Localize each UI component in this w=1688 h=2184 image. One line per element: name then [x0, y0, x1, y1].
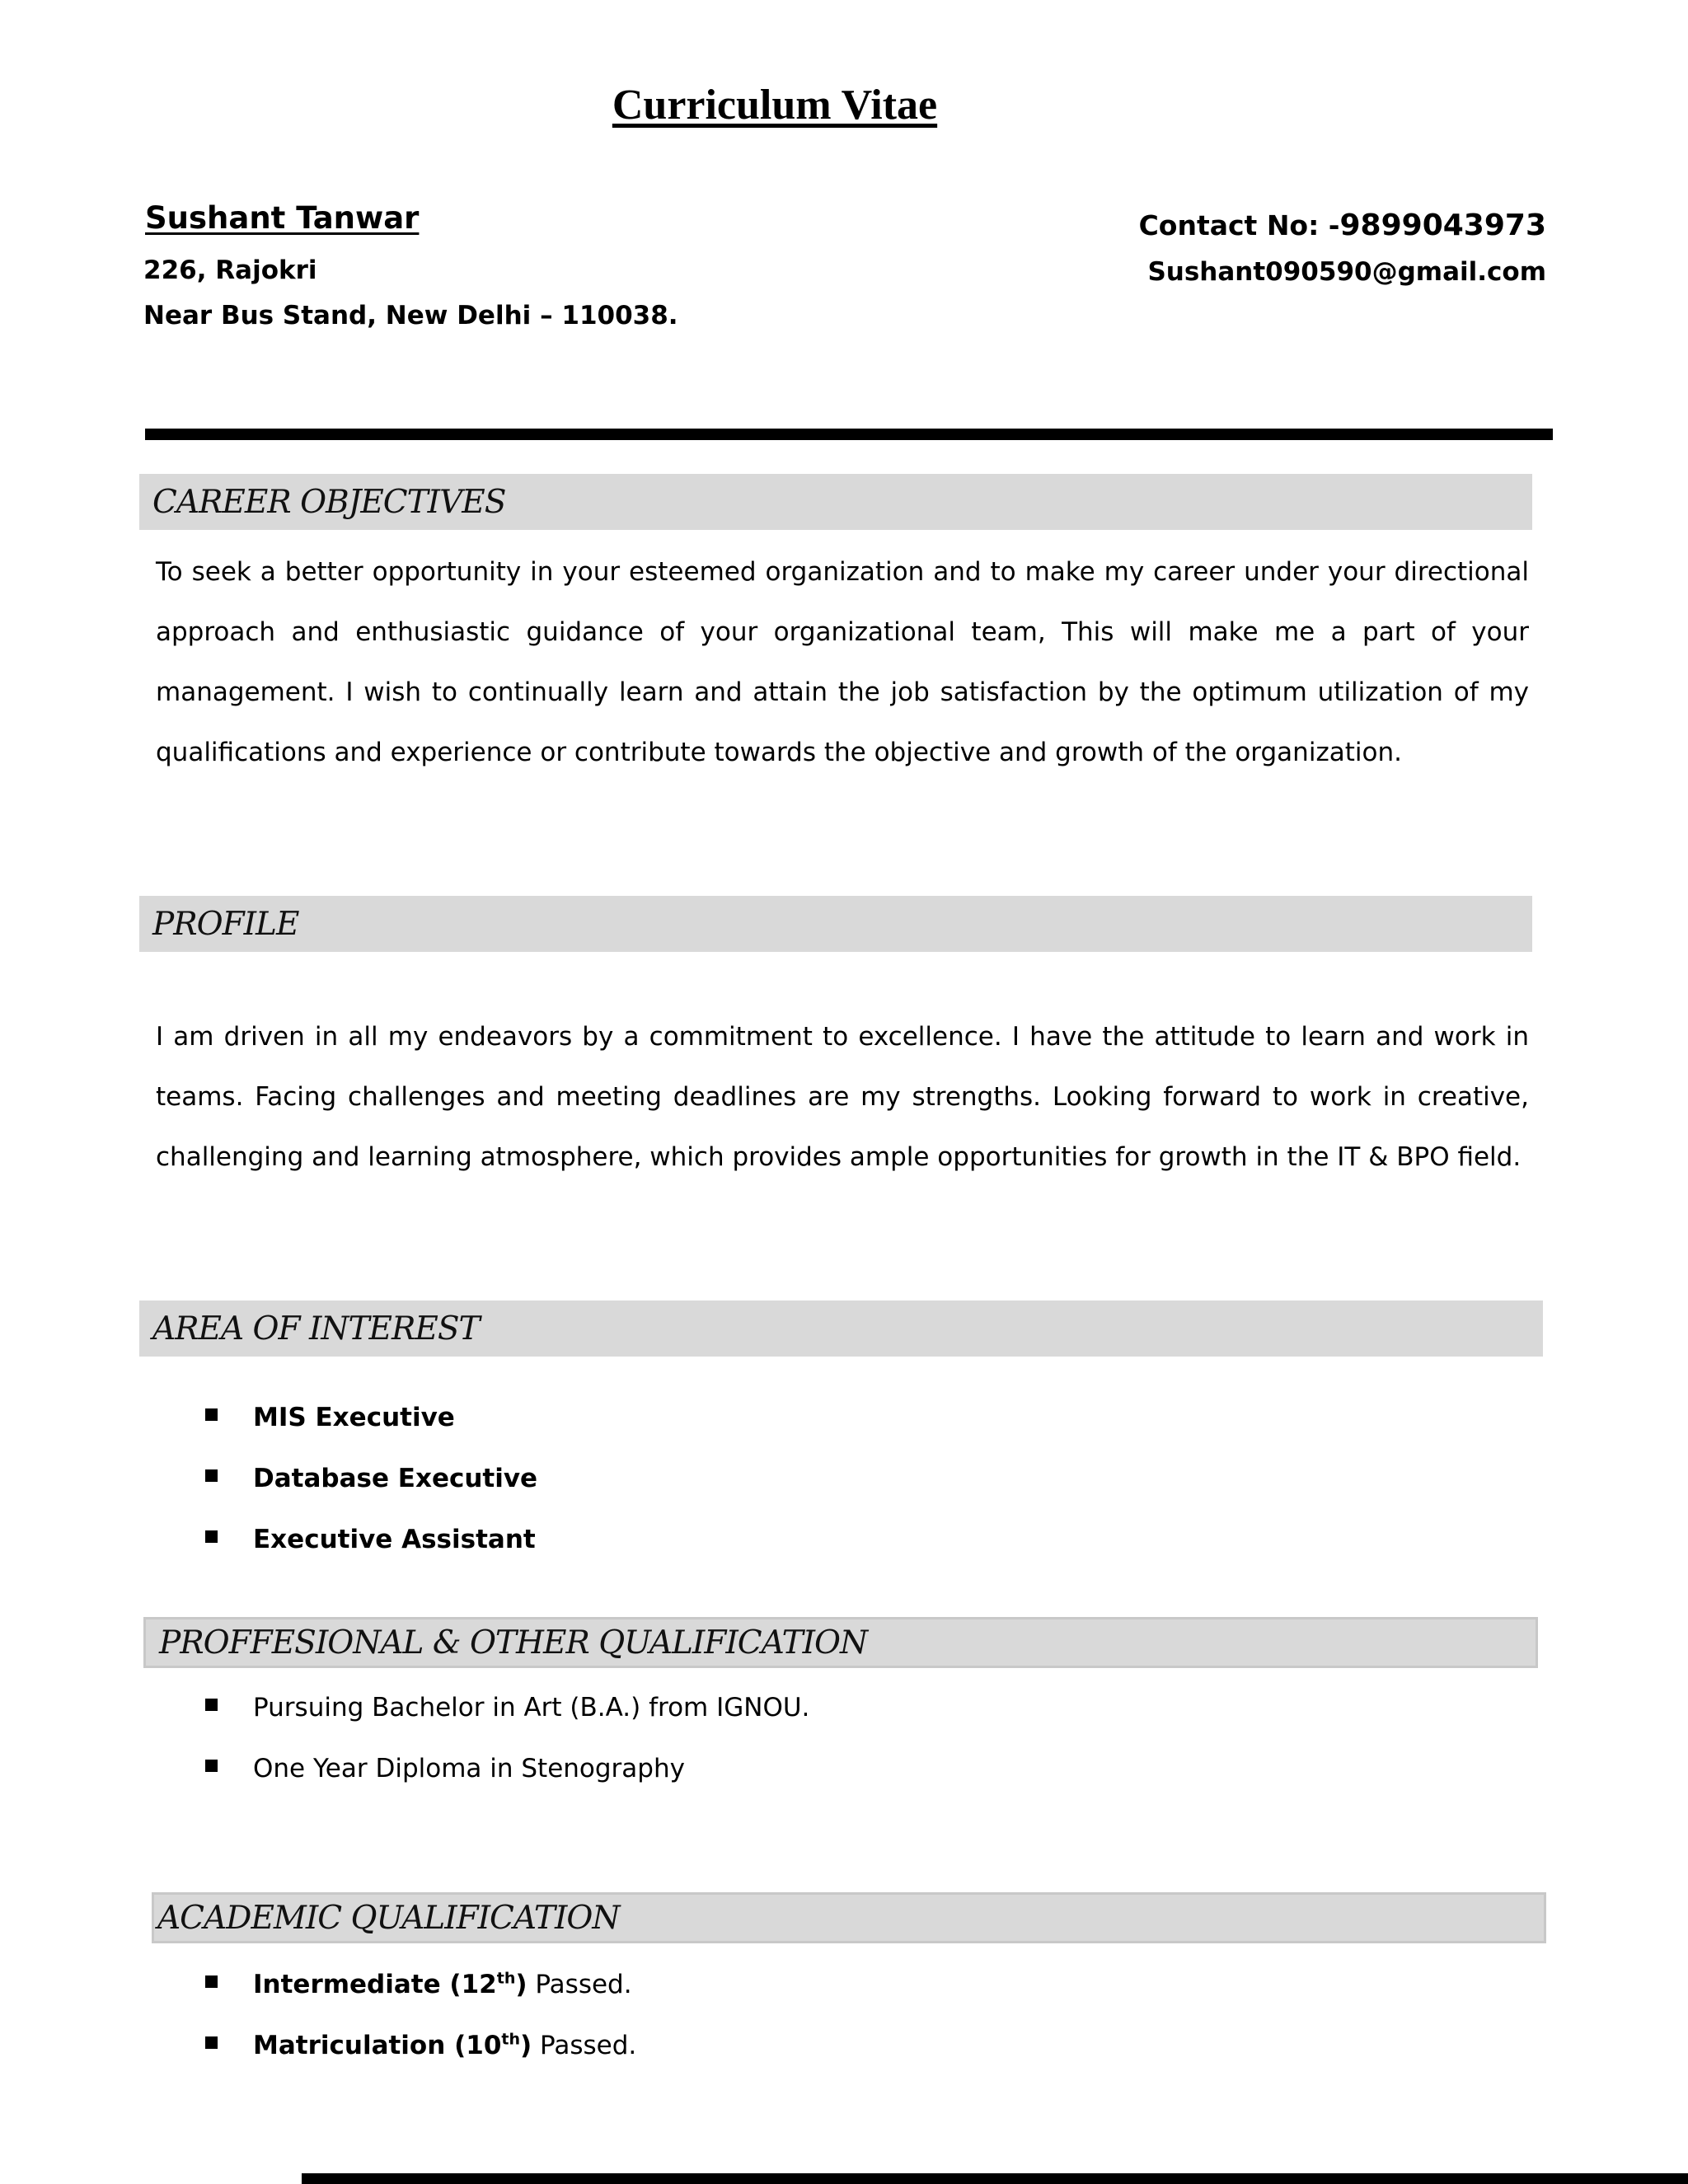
bullet-icon — [205, 1699, 218, 1711]
bullet-icon — [205, 1408, 218, 1421]
bullet-icon — [205, 1530, 218, 1543]
contact-number: 9899043973 — [1339, 209, 1546, 242]
academic-list — [253, 1966, 636, 2088]
list-item — [253, 1399, 537, 1460]
interest-list — [253, 1399, 537, 1582]
bullet-icon — [205, 1760, 218, 1772]
qualification-label: Intermediate (12th) — [253, 1969, 528, 1999]
list-item-text: Pursuing Bachelor in Art (B.A.) from IGNOU. — [253, 1693, 810, 1722]
bullet-icon — [205, 2036, 218, 2049]
candidate-name: Sushant Tanwar — [145, 200, 420, 236]
contact-phone — [1139, 209, 1546, 242]
profile-paragraph: I am driven in all my endeavors by a commitment to excellence. I have the attitude to learn and work in teams. Facing challenges and meeting deadlines are my strengths. Looking forward to work in creative, challenging and learning atmosphere, which provides ample opportunities for growth in the IT & BPO field. — [156, 1022, 1529, 1172]
list-item — [253, 1966, 636, 2027]
career-objective-text — [156, 542, 1529, 783]
footer-divider — [302, 2173, 1688, 2184]
section-heading-academic: ACADEMIC QUALIFICATION — [152, 1892, 1546, 1943]
list-item-text: One Year Diploma in Stenography — [253, 1754, 685, 1783]
career-objective-paragraph: To seek a better opportunity in your esteemed organization and to make my career under your directional approach and enthusiastic guidance of your organizational team, This will make me a part of your management. I wish to continually learn and attain the job satisfaction by the optimum utilization of my qualifications and experience or contribute towards the objective and growth of the organization. — [156, 557, 1529, 767]
list-item — [253, 1690, 809, 1750]
bullet-icon — [205, 1469, 218, 1482]
address-line-2: Near Bus Stand, New Delhi – 110038. — [143, 301, 678, 330]
address-line-1: 226, Rajokri — [143, 255, 317, 285]
list-item — [253, 1521, 537, 1582]
section-heading-interest: AREA OF INTEREST — [139, 1301, 1543, 1357]
qualification-label: Matriculation (10th) — [253, 2030, 532, 2060]
bullet-icon — [205, 1975, 218, 1988]
professional-list — [253, 1690, 809, 1811]
contact-label: Contact No: - — [1138, 209, 1340, 241]
list-item-text: MIS Executive — [253, 1403, 455, 1432]
header-divider — [145, 429, 1553, 440]
page-title: Curriculum Vitae — [612, 82, 938, 129]
list-item — [253, 2027, 636, 2088]
list-item-text: Database Executive — [253, 1464, 538, 1493]
list-item — [253, 1750, 809, 1811]
qualification-status: Passed. — [532, 2031, 637, 2060]
list-item-text: Executive Assistant — [253, 1525, 536, 1554]
section-heading-profile: PROFILE — [139, 896, 1532, 952]
qualification-status: Passed. — [527, 1970, 632, 1999]
profile-text — [156, 1007, 1529, 1188]
section-heading-career: CAREER OBJECTIVES — [139, 474, 1532, 530]
list-item — [253, 1460, 537, 1521]
section-heading-professional: PROFFESIONAL & OTHER QUALIFICATION — [143, 1617, 1538, 1668]
contact-email: Sushant090590@gmail.com — [1147, 257, 1546, 287]
